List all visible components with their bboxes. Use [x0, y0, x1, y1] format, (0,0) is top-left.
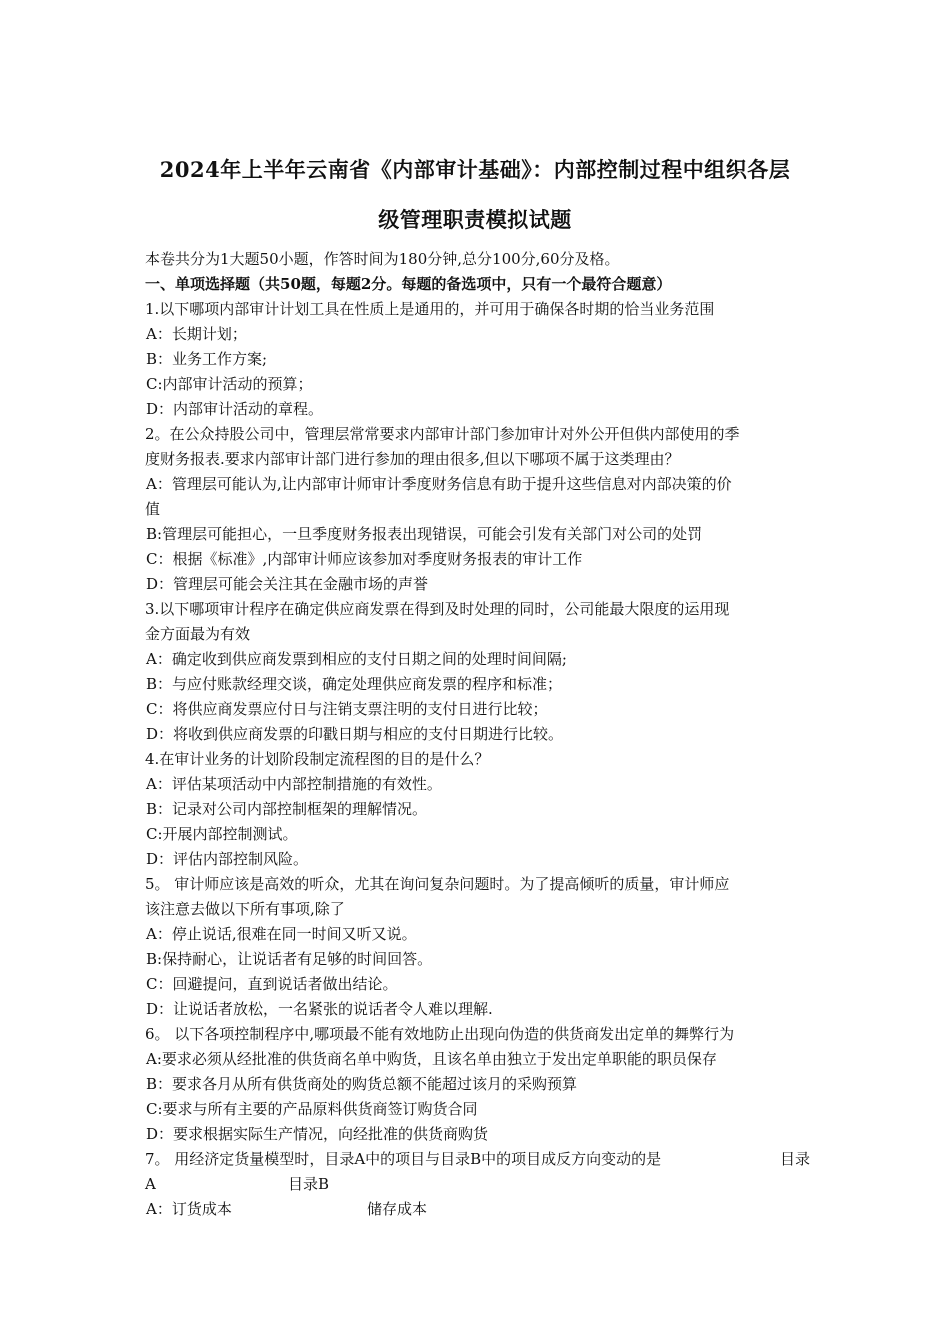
question-7-column-b: 目录B	[288, 1175, 330, 1193]
exam-intro: 本卷共分为1大题50小题，作答时间为180分钟,总分100分,60分及格。	[145, 250, 620, 268]
question-7-column-header-right: 目录	[779, 1150, 810, 1168]
document-title-line-1: 2024年上半年云南省《内部审计基础》：内部控制过程中组织各层	[159, 157, 791, 182]
section-heading: 一、单项选择题（共50题，每题2分。每题的备选项中，只有一个最符合题意）	[145, 275, 672, 293]
question-6-option-d: D：要求根据实际生产情况，向经批准的供货商购货	[146, 1125, 489, 1143]
question-7-option-a	[145, 1197, 810, 1222]
question-5-stem-line-2: 该注意去做以下所有事项,除了	[145, 900, 345, 918]
question-4-option-b: B：记录对公司内部控制框架的理解情况。	[146, 800, 428, 818]
question-5-option-a: A：停止说话,很难在同一时间又听又说。	[146, 925, 417, 943]
question-7-stem-text: 7。 用经济定货量模型时，目录A中的项目与目录B中的项目成反方向变动的是	[145, 1150, 662, 1168]
question-2-option-a-line-2: 值	[145, 500, 161, 518]
question-6-option-b: B：要求各月从所有供货商处的购货总额不能超过该月的采购预算	[146, 1075, 578, 1093]
question-7-stem	[145, 1147, 810, 1172]
question-4-stem: 4.在审计业务的计划阶段制定流程图的目的是什么？	[145, 750, 490, 768]
question-2-stem-line-2: 度财务报表.要求内部审计部门进行参加的理由很多,但以下哪项不属于这类理由？	[145, 450, 680, 468]
question-3-option-a: A：确定收到供应商发票到相应的支付日期之间的处理时间间隔;	[146, 650, 567, 668]
question-6-option-a: A:要求必须从经批准的供货商名单中购货，且该名单由独立于发出定单职能的职员保存	[146, 1050, 717, 1068]
question-3-option-c: C：将供应商发票应付日与注销支票注明的支付日进行比较；	[146, 700, 548, 718]
question-2-stem-line-1: 2。在公众持股公司中，管理层常常要求内部审计部门参加审计对外公开但供内部使用的季	[145, 425, 740, 443]
document-title-line-2: 级管理职责模拟试题	[378, 207, 572, 232]
question-7-option-a-value: 储存成本	[367, 1200, 428, 1218]
question-3-stem-line-2: 金方面最为有效	[145, 625, 251, 643]
question-1-option-d: D：内部审计活动的章程。	[146, 400, 324, 418]
question-3-stem-line-1: 3.以下哪项审计程序在确定供应商发票在得到及时处理的同时，公司能最大限度的运用现	[145, 600, 730, 618]
question-5-option-b: B:保持耐心，让说话者有足够的时间回答。	[146, 950, 433, 968]
question-7-column-headers	[145, 1172, 810, 1197]
question-5-option-d: D：让说话者放松，一名紧张的说话者令人难以理解.	[146, 1000, 493, 1018]
question-3-option-b: B：与应付账款经理交谈，确定处理供应商发票的程序和标准；	[146, 675, 563, 693]
question-2-option-d: D：管理层可能会关注其在金融市场的声誉	[146, 575, 429, 593]
question-2-option-a-line-1: A：管理层可能认为,让内部审计师审计季度财务信息有助于提升这些信息对内部决策的价	[146, 475, 732, 493]
question-5-stem-line-1: 5。 审计师应该是高效的听众，尤其在询问复杂问题时。为了提高倾听的质量，审计师应	[145, 875, 730, 893]
question-2-option-c: C：根据《标准》,内部审计师应该参加对季度财务报表的审计工作	[146, 550, 583, 568]
question-4-option-c: C:开展内部控制测试。	[146, 825, 298, 843]
document-body	[145, 247, 810, 1222]
question-1-option-b: B：业务工作方案;	[146, 350, 268, 368]
question-7-column-a: A	[145, 1175, 156, 1193]
question-5-option-c: C：回避提问，直到说话者做出结论。	[146, 975, 398, 993]
question-3-option-d: D：将收到供应商发票的印戳日期与相应的支付日期进行比较。	[146, 725, 564, 743]
question-7-option-a-label: A：订货成本	[146, 1200, 232, 1218]
question-4-option-a: A：评估某项活动中内部控制措施的有效性。	[146, 775, 442, 793]
question-1-option-c: C:内部审计活动的预算；	[146, 375, 313, 393]
question-4-option-d: D：评估内部控制风险。	[146, 850, 309, 868]
question-6-option-c: C:要求与所有主要的产品原料供货商签订购货合同	[146, 1100, 478, 1118]
question-1-option-a: A：长期计划；	[146, 325, 247, 343]
question-2-option-b: B:管理层可能担心，一旦季度财务报表出现错误，可能会引发有关部门对公司的处罚	[146, 525, 703, 543]
question-1-stem: 1.以下哪项内部审计计划工具在性质上是通用的，并可用于确保各时期的恰当业务范围	[145, 300, 715, 318]
question-6-stem: 6。 以下各项控制程序中,哪项最不能有效地防止出现向伪造的供货商发出定单的舞弊行为	[145, 1025, 735, 1043]
